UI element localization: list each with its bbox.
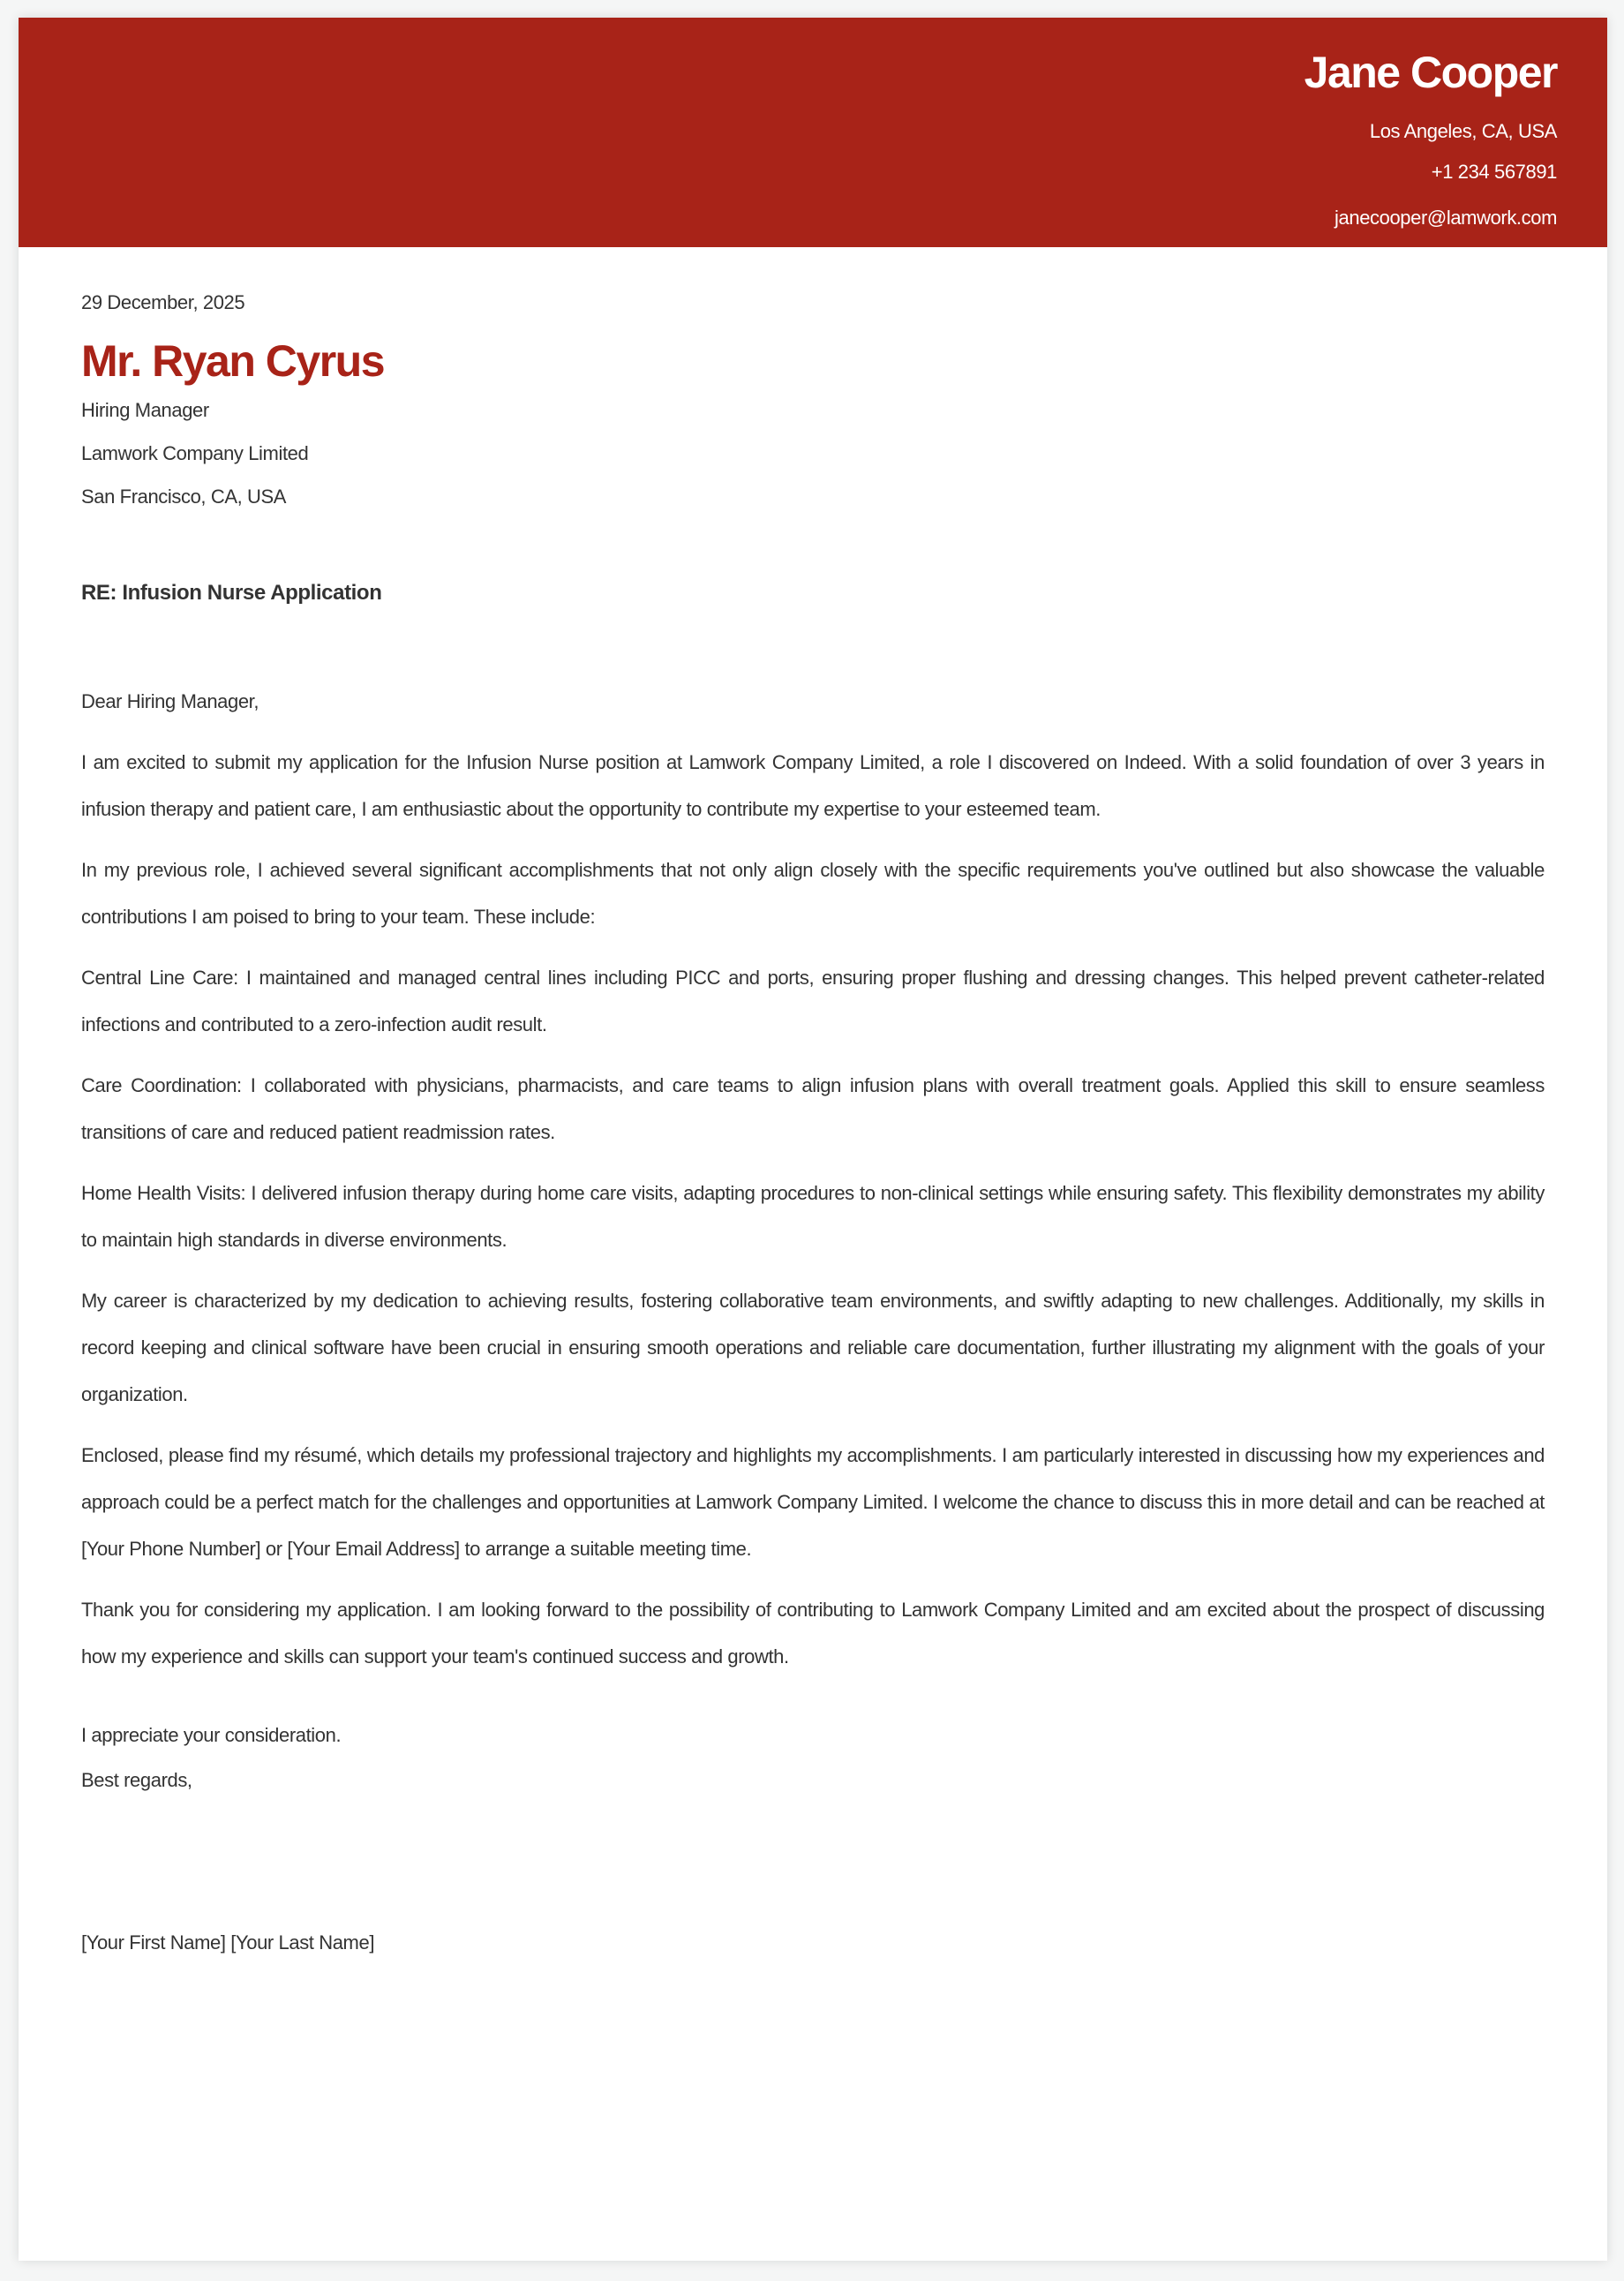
letter-header <box>19 18 1607 247</box>
recipient-name: Mr. Ryan Cyrus <box>81 336 385 386</box>
cover-letter-page <box>19 18 1607 2261</box>
paragraph: Home Health Visits: I delivered infusion therapy during home care visits, adapting procedures to non-clinical settings while ensuring safety. This flexibility demonstrates my ability to maintain high standards in diverse environments. <box>81 1182 1545 1251</box>
letter-date: 29 December, 2025 <box>81 291 245 313</box>
paragraph: In my previous role, I achieved several significant accomplishments that not only align closely with the specific requirements you've outlined but also showcase the valuable contributions I am poised to bring to your team. These include: <box>81 859 1545 928</box>
signature-name: [Your First Name] [Your Last Name] <box>81 1931 375 1954</box>
paragraph: Central Line Care: I maintained and managed central lines including PICC and ports, ensuring proper flushing and dressing changes. This helped prevent catheter-related infections and contributed to a zero-infection audit result. <box>81 967 1545 1035</box>
sender-phone: +1 234 567891 <box>1431 161 1557 183</box>
paragraph: Enclosed, please find my résumé, which details my professional trajectory and highlights my accomplishments. I am particularly interested in discussing how my experiences and approach could be a perfect match for the challenges and opportunities at Lamwork Company Limited. I welcome the chance to discuss this in more detail and can be reached at [Your Phone Number] or [Your Email Address] to arrange a suitable meeting time. <box>81 1444 1545 1560</box>
recipient-location: San Francisco, CA, USA <box>81 486 287 508</box>
salutation: Dear Hiring Manager, <box>81 690 259 712</box>
letter-content <box>81 678 1545 1694</box>
closing <box>81 1713 341 1803</box>
paragraph: I am excited to submit my application for the Infusion Nurse position at Lamwork Company Limited, a role I discovered on Indeed. With a solid foundation of over 3 years in infusion therapy and patient care, I am enthusiastic about the opportunity to contribute my expertise to your esteemed team. <box>81 751 1545 820</box>
recipient-title: Hiring Manager <box>81 399 209 421</box>
recipient-company: Lamwork Company Limited <box>81 442 309 464</box>
closing-line: I appreciate your consideration. <box>81 1724 342 1746</box>
closing-signoff: Best regards, <box>81 1769 192 1791</box>
sender-email: janecooper@lamwork.com <box>1335 207 1557 229</box>
paragraph: Thank you for considering my application. I am looking forward to the possibility of contributing to Lamwork Company Limited and am excited about the prospect of discussing how my experience and skills can support your team's continued success and growth. <box>81 1599 1545 1667</box>
sender-name: Jane Cooper <box>1304 48 1557 97</box>
sender-location: Los Angeles, CA, USA <box>1369 120 1557 142</box>
paragraph: My career is characterized by my dedication to achieving results, fostering collaborative team environments, and swiftly adapting to new challenges. Additionally, my skills in record keeping and clinical software have been crucial in ensuring smooth operations and reliable care documentation, further illustrating my alignment with the goals of your organization. <box>81 1290 1545 1405</box>
letter-subject: RE: Infusion Nurse Application <box>81 581 382 605</box>
paragraph: Care Coordination: I collaborated with physicians, pharmacists, and care teams to align infusion plans with overall treatment goals. Applied this skill to ensure seamless transitions of care and reduced patient readmission rates. <box>81 1074 1545 1143</box>
